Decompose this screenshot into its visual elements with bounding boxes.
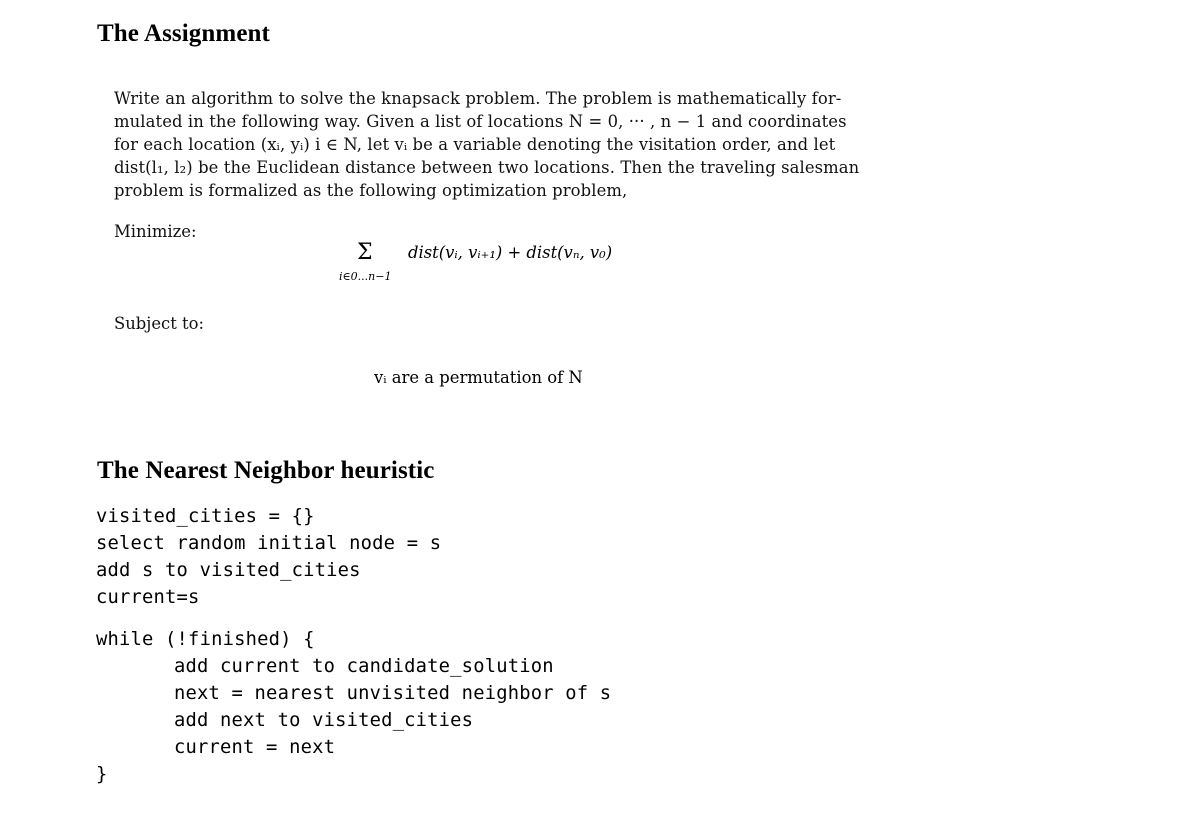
code-line-6: add current to candidate_solution <box>174 656 554 677</box>
summation-symbol: Σ <box>357 240 373 265</box>
section-title-nearest-neighbor: The Nearest Neighbor heuristic <box>97 457 435 484</box>
code-line-8: add next to visited_cities <box>174 710 474 731</box>
code-line-7: next = nearest unvisited neighbor of s <box>174 683 612 704</box>
section-title-assignment: The Assignment <box>97 20 270 47</box>
code-line-4: current=s <box>96 587 200 608</box>
paragraph-line-5: problem is formalized as the following optimization problem, <box>114 181 628 200</box>
objective-formula: dist(vᵢ, vᵢ₊₁) + dist(vₙ, v₀) <box>408 243 613 262</box>
code-line-2: select random initial node = s <box>96 533 442 554</box>
code-line-9: current = next <box>174 737 336 758</box>
code-line-3: add s to visited_cities <box>96 560 361 581</box>
subject-to-label: Subject to: <box>114 314 205 333</box>
paragraph-line-2: mulated in the following way. Given a list of locations N = 0, ··· , n − 1 and coordinates <box>114 112 847 131</box>
paragraph-line-1: Write an algorithm to solve the knapsack problem. The problem is mathematically for- <box>114 89 842 108</box>
summation-subscript: i∈0...n−1 <box>339 270 392 283</box>
paragraph-line-4: dist(l₁, l₂) be the Euclidean distance between two locations. Then the traveling salesman <box>114 158 860 177</box>
paragraph-line-3: for each location (xᵢ, yᵢ) i ∈ N, let vᵢ be a variable denoting the visitation order, and let <box>114 135 836 154</box>
constraint-formula: vᵢ are a permutation of N <box>374 368 583 387</box>
code-line-5: while (!finished) { <box>96 629 315 650</box>
code-line-1: visited_cities = {} <box>96 506 315 527</box>
minimize-label: Minimize: <box>114 222 197 241</box>
code-line-10: } <box>96 764 108 785</box>
